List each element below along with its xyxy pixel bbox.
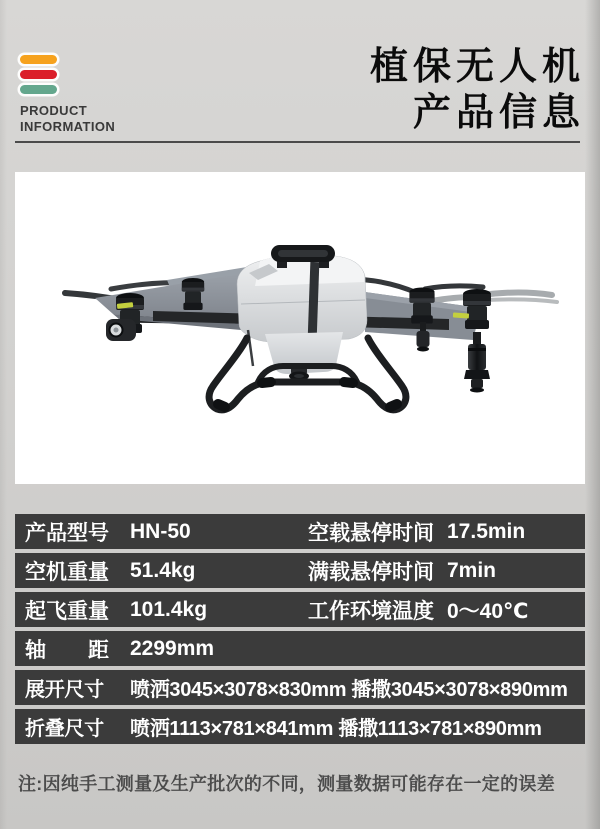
tank: [237, 253, 367, 342]
spray-nozzle-outer: [464, 332, 490, 393]
spec-value: 51.4kg: [130, 558, 196, 582]
spec-label: 起飞重量: [25, 599, 109, 623]
spec-value: 101.4kg: [130, 597, 208, 621]
spec-value: HN-50: [130, 519, 191, 543]
sensor-pod: [106, 319, 136, 341]
spec-label: 轴 距: [25, 638, 109, 662]
spec-table: [15, 514, 585, 744]
spec-row-folded-size: [15, 709, 585, 744]
spec-value2: 7min: [447, 558, 497, 582]
motor-right-outer: [463, 289, 491, 329]
page-title-line2: 产品信息: [412, 92, 585, 134]
page-right-shadow: [585, 0, 600, 829]
brand-logo: [20, 55, 115, 136]
spec-value2: 17.5min: [447, 519, 526, 543]
spec-label2: 工作环境温度: [308, 599, 434, 623]
spec-label2: 满载悬停时间: [308, 560, 434, 584]
spec-label2: 空载悬停时间: [308, 521, 434, 545]
spec-value: 喷洒1113×781×841mm 播撒1113×781×890mm: [130, 718, 542, 740]
spec-row-takeoff-weight: [15, 592, 585, 627]
spec-value2: 0～40℃: [447, 599, 529, 623]
spec-label: 展开尺寸: [25, 679, 104, 701]
drone-image: [15, 172, 585, 484]
spec-label: 产品型号: [25, 521, 109, 545]
motor-right-inner: [409, 288, 434, 324]
page-title: [369, 44, 585, 136]
header: [15, 0, 585, 143]
product-image-panel: [15, 172, 585, 484]
spec-row-unfolded-size: [15, 670, 585, 705]
spec-label: 折叠尺寸: [25, 718, 104, 740]
page-left-shadow: [0, 0, 7, 829]
measurement-note: 注:因纯手工测量及生产批次的不同，测量数据可能存在一定的误差: [18, 774, 555, 794]
logo-bar-orange: [20, 55, 57, 64]
spec-value: 喷洒3045×3078×830mm 播撒3045×3078×890mm: [130, 679, 568, 701]
logo-bar-red: [20, 70, 57, 79]
spec-value: 2299mm: [130, 636, 215, 660]
spec-row-model: [15, 514, 585, 549]
spec-label: 空机重量: [25, 560, 109, 584]
spec-row-empty-weight: [15, 553, 585, 588]
logo-caption-line2: INFORMATION: [20, 119, 116, 135]
motor-left-inner: [182, 278, 204, 310]
page-title-line1: 植保无人机: [369, 46, 585, 88]
logo-bar-teal: [20, 85, 57, 94]
logo-caption: [20, 103, 115, 136]
spec-row-wheelbase: [15, 631, 585, 666]
logo-caption-line1: PRODUCT: [20, 103, 88, 118]
